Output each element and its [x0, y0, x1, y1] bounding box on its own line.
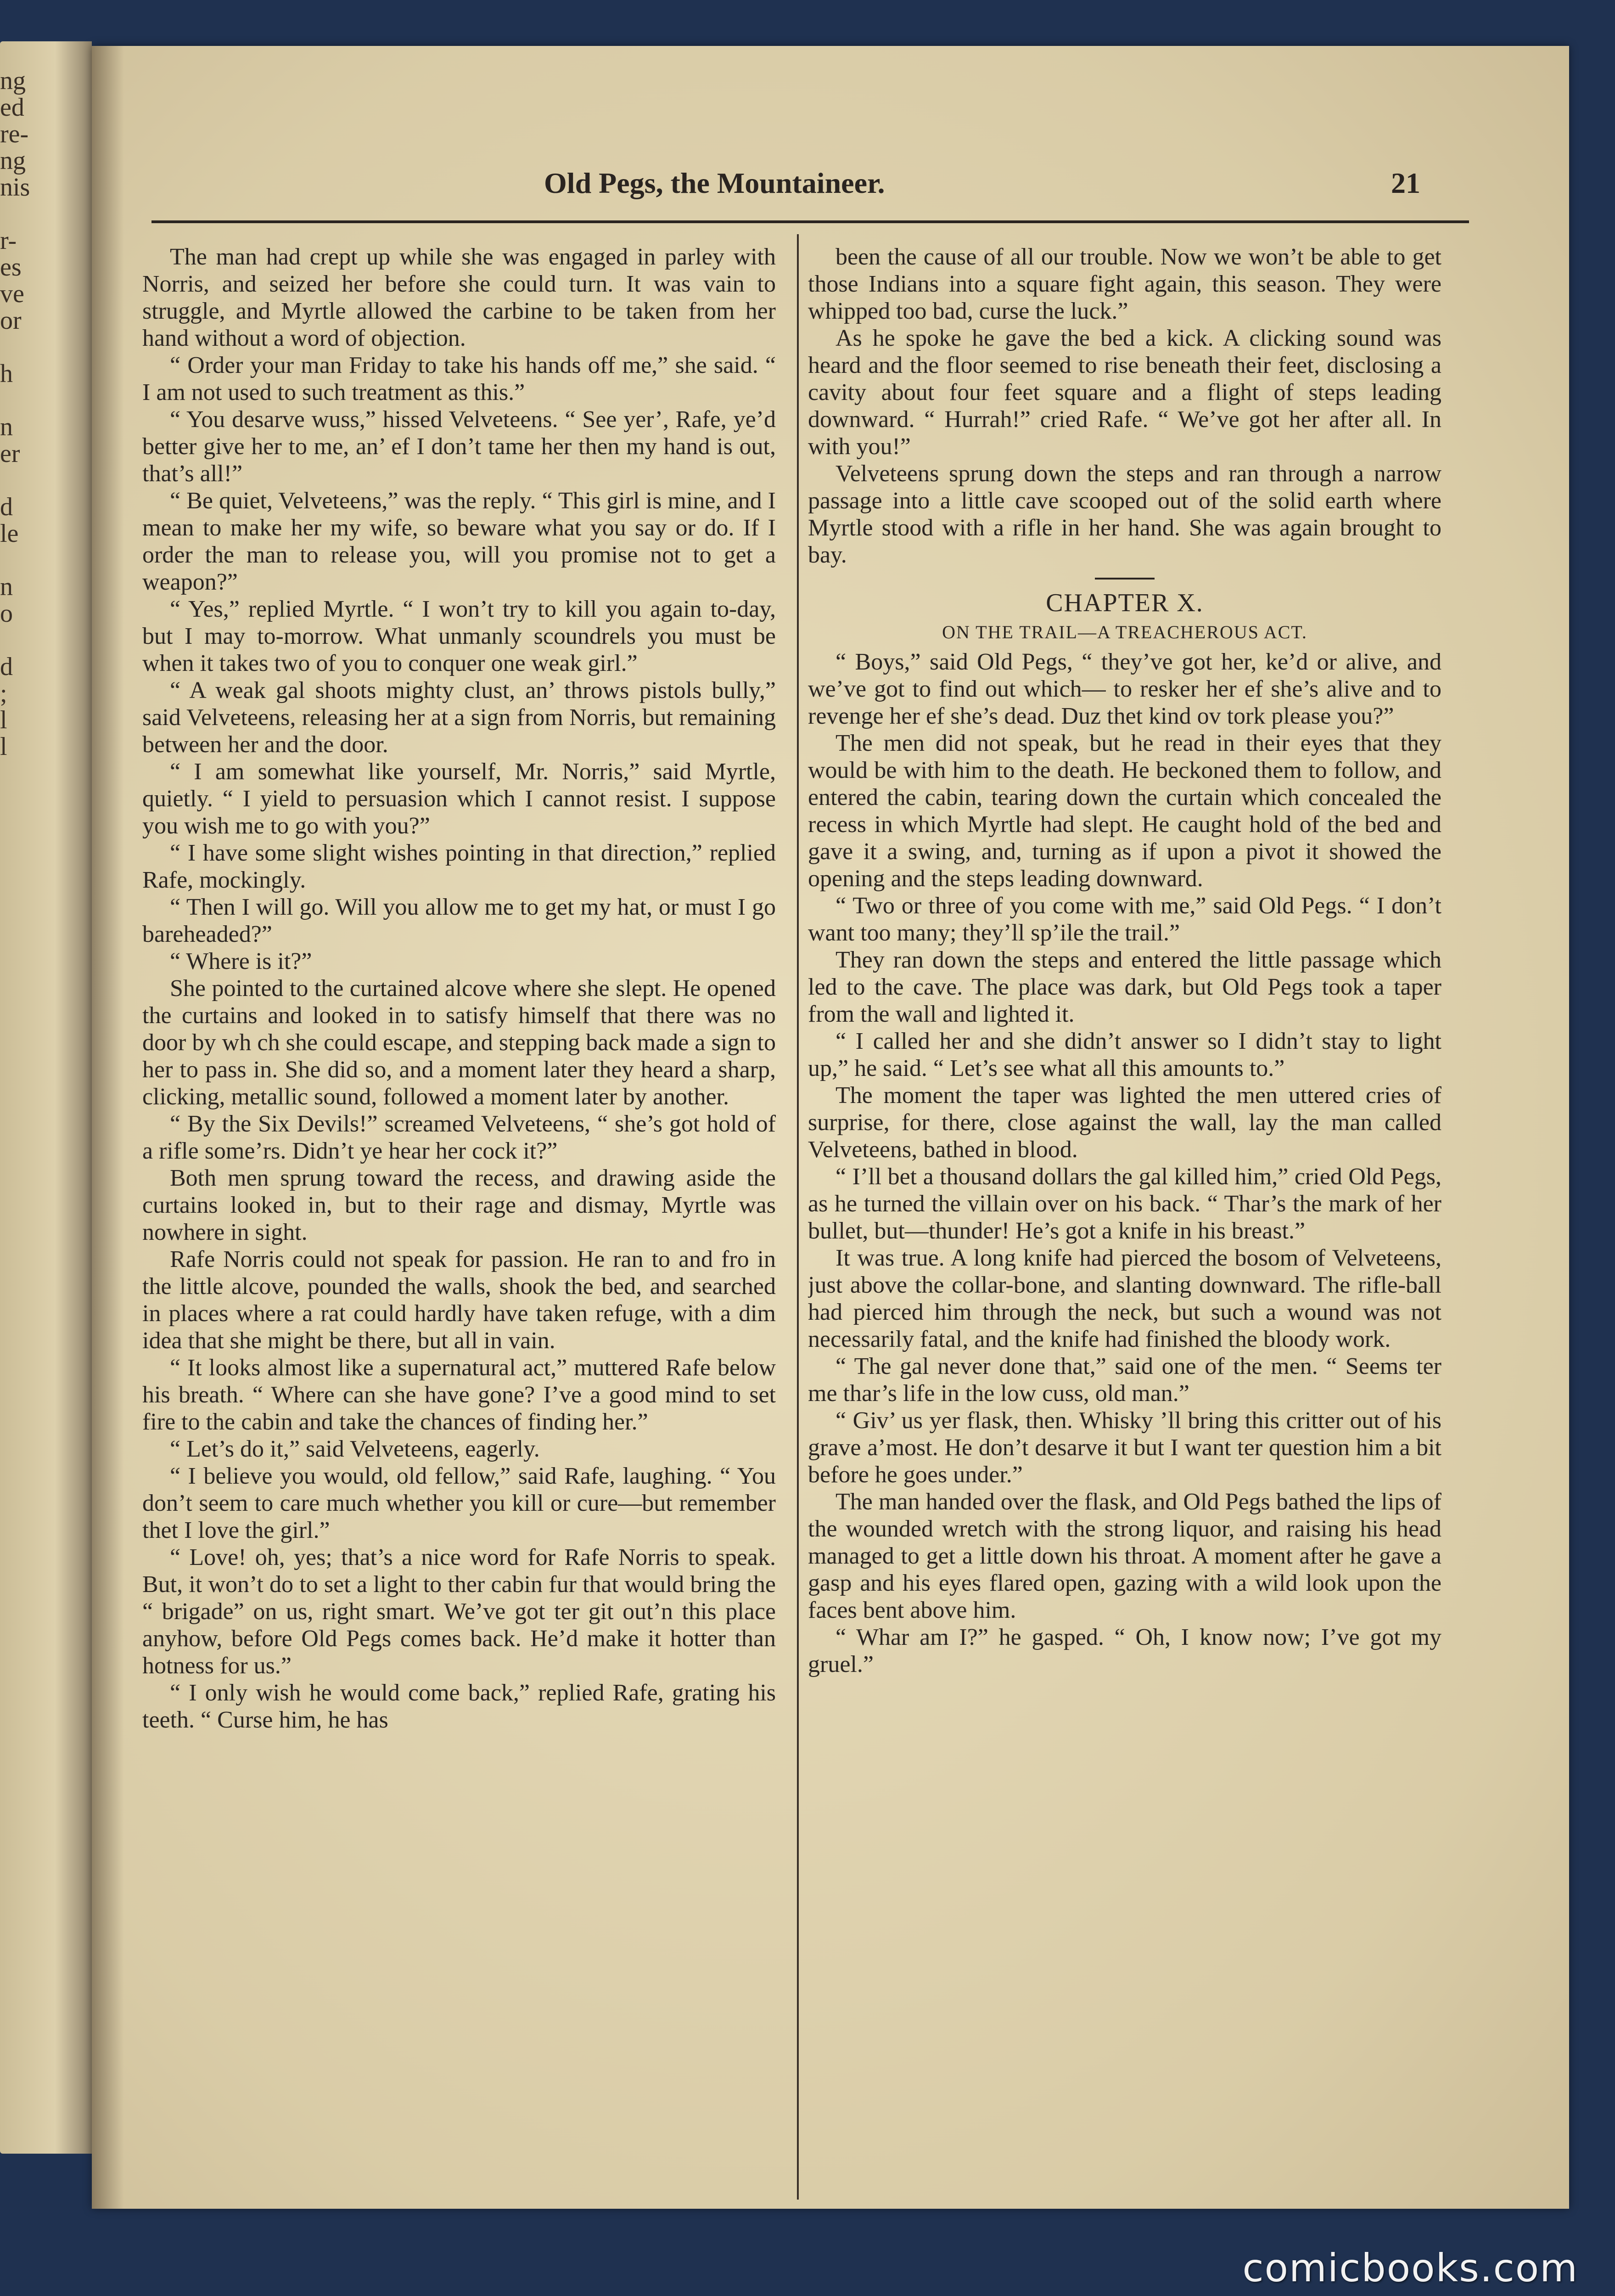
paragraph: As he spoke he gave the bed a kick. A clicking sound was heard and the floor seemed to rise beneath their feet, disclosing a cavity about four feet square and a flight of steps leading downward. “ Hurrah!” cried Rafe. “ We’ve got her after all. In with you!”	[808, 325, 1441, 460]
chapter-subtitle: ON THE TRAIL—A TREACHEROUS ACT.	[942, 622, 1307, 642]
paragraph: She pointed to the curtained alcove where she slept. He opened the curtains and looked in to satisfy himself that there was no door by wh ch she could escape, and stepping back made a sign to her to pass in. She did so, and a moment later they heard a sharp, clicking, metallic sound, followed a moment later by another.	[142, 975, 776, 1110]
facing-page-fragment: n	[0, 573, 13, 601]
facing-page-text-fragments	[0, 41, 87, 2154]
facing-page-fragment	[0, 334, 87, 361]
paragraph: The moment the taper was lighted the men uttered cries of surprise, for there, close against the wall, lay the man called Velveteens, bathed in blood.	[808, 1082, 1441, 1163]
facing-page-fragment: nis	[0, 173, 30, 202]
paragraph: “ Where is it?”	[170, 948, 312, 974]
paragraph: “ By the Six Devils!” screamed Velveteens, “ she’s got hold of a rifle some’rs. Didn’t ye hear her cock it?”	[142, 1111, 776, 1164]
facing-page-fragment: er	[0, 439, 20, 468]
paragraph: “ I only wish he would come back,” replied Rafe, grating his teeth. “ Curse him, he has	[142, 1680, 776, 1733]
facing-page-fragment: d	[0, 493, 13, 521]
section-break-rule	[1095, 578, 1155, 580]
facing-page-edge	[0, 41, 92, 2154]
paragraph: “ I called her and she didn’t answer so I didn’t stay to light up,” he said. “ Let’s see what all this amounts to.”	[808, 1028, 1441, 1081]
paragraph: “ You desarve wuss,” hissed Velveteens. “ See yer’, Rafe, ye’d better give her to me, an’ ef I don’t tame her then my hand is out, that’s all!”	[142, 406, 776, 487]
paragraph: The man had crept up while she was engaged in parley with Norris, and seized her before she could turn. It was vain to struggle, and Myrtle allowed the carbine to be taken from her hand without a word of objection.	[142, 244, 776, 351]
paragraph: “ Whar am I?” he gasped. “ Oh, I know now; I’ve got my gruel.”	[808, 1624, 1441, 1677]
paragraph: Velveteens sprung down the steps and ran through a narrow passage into a little cave scooped out of the solid earth where Myrtle stood with a rifle in her hand. She was again brought to bay.	[808, 461, 1441, 568]
facing-page-fragment: l	[0, 706, 7, 734]
paragraph: The man handed over the flask, and Old Pegs bathed the lips of the wounded wretch with the strong liquor, and raising his head managed to get a little down his throat. A moment after he gave a gasp and his eyes flared open, gazing with a wild look upon the faces bent above him.	[808, 1489, 1441, 1623]
page-gutter-shadow	[92, 46, 124, 2209]
facing-page-fragment: o	[0, 599, 13, 628]
paragraph: “ I’ll bet a thousand dollars the gal killed him,” cried Old Pegs, as he turned the villain over on his back. “ Thar’s the mark of her bullet, but—thunder! He’s got a knife in his breast.”	[808, 1164, 1441, 1244]
facing-page-fragment	[0, 467, 87, 494]
paragraph: They ran down the steps and entered the little passage which led to the cave. The place was dark, but Old Pegs took a taper from the wall and lighted it.	[808, 947, 1441, 1027]
paragraph: “ I believe you would, old fellow,” said Rafe, laughing. “ You don’t seem to care much whether you kill or cure—but remember thet I love the girl.”	[142, 1463, 776, 1543]
facing-page-fragment: r-	[0, 226, 17, 255]
facing-page-fragment	[0, 41, 87, 68]
paragraph: “ It looks almost like a supernatural act,” muttered Rafe below his breath. “ Where can she have gone? I’ve a good mind to set fire to the cabin and take the chances of finding her.”	[142, 1355, 776, 1435]
paragraph: been the cause of all our trouble. Now we won’t be able to get those Indians into a square fight again, this season. They were whipped too bad, curse the luck.”	[808, 244, 1441, 324]
facing-page-fragment: or	[0, 306, 22, 335]
facing-page-fragment: d	[0, 653, 13, 681]
paragraph: “ Be quiet, Velveteens,” was the reply. “ This girl is mine, and I mean to make her my wife, so beware what you say or do. If I order the man to release you, will you promise not to get a weapon?”	[142, 488, 776, 595]
paragraph: “ Then I will go. Will you allow me to get my hat, or must I go bareheaded?”	[142, 894, 776, 947]
paragraph: It was true. A long knife had pierced the bosom of Velveteens, just above the collar-bone, and slanting downward. The rifle-ball had pierced him through the neck, but such a wound was not necessarily fatal, and the knife had finished the bloody work.	[808, 1245, 1441, 1352]
column-divider	[797, 234, 799, 2200]
facing-page-fragment: ng	[0, 146, 26, 175]
watermark: comicbooks.com	[1242, 2245, 1578, 2290]
paragraph: “ Boys,” said Old Pegs, “ they’ve got her, ke’d or alive, and we’ve got to find out which— to resker her ef she’s alive and to revenge her ef she’s dead. Duz thet kind ov tork please you?”	[808, 649, 1441, 729]
right-column	[808, 243, 1441, 2195]
paragraph: “ Yes,” replied Myrtle. “ I won’t try to kill you again to-day, but I may to-morrow. What unmanly scoundrels you must be when it takes two of you to conquer one weak girl.”	[142, 596, 776, 676]
paragraph: Rafe Norris could not speak for passion. He ran to and fro in the little alcove, pounded the walls, shook the bed, and searched in places where a rat could hardly have taken refuge, with a dim idea that she might be there, but all in vain.	[142, 1246, 776, 1354]
facing-page-fragment: le	[0, 519, 19, 548]
left-column	[142, 243, 776, 2195]
facing-page-fragment	[0, 547, 87, 574]
paragraph: “ Love! oh, yes; that’s a nice word for Rafe Norris to speak. But, it won’t do to set a light to ther cabin fur that would bring the “ brigade” on us, right smart. We’ve got ter git out’n this place anyhow, before Old Pegs comes back. He’d make it hotter than hotness for us.”	[142, 1544, 776, 1679]
facing-page-fragment: ed	[0, 93, 24, 122]
facing-page-fragment: ;	[0, 679, 7, 708]
header-rule	[151, 220, 1469, 223]
page	[92, 46, 1569, 2209]
facing-page-fragment: h	[0, 360, 13, 388]
facing-page-fragment: ng	[0, 67, 26, 95]
paragraph: “ I have some slight wishes pointing in that direction,” replied Rafe, mockingly.	[142, 840, 776, 893]
running-title: Old Pegs, the Mountaineer.	[544, 167, 885, 199]
paragraph: “ Order your man Friday to take his hands off me,” she said. “ I am not used to such treatment as this.”	[142, 352, 776, 405]
page-number: 21	[1391, 167, 1420, 199]
paragraph: “ Two or three of you come with me,” said Old Pegs. “ I don’t want too many; they’ll sp’ile the trail.”	[808, 893, 1441, 946]
paragraph: “ Giv’ us yer flask, then. Whisky ’ll bring this critter out of his grave a’most. He don’t desarve it but I want ter question him a bit before he goes under.”	[808, 1407, 1441, 1488]
facing-page-fragment: l	[0, 732, 7, 761]
paragraph: “ I am somewhat like yourself, Mr. Norris,” said Myrtle, quietly. “ I yield to persuasion which I cannot resist. I suppose you wish me to go with you?”	[142, 759, 776, 839]
facing-page-fragment: n	[0, 413, 13, 441]
paragraph: “ A weak gal shoots mighty clust, an’ throws pistols bully,” said Velveteens, releasing her at a sign from Norris, but remaining between her and the door.	[142, 677, 776, 758]
facing-page-fragment: ve	[0, 280, 24, 308]
facing-page-fragment	[0, 627, 87, 654]
facing-page-fragment	[0, 201, 87, 228]
paragraph: “ The gal never done that,” said one of the men. “ Seems ter me thar’s life in the low cuss, old man.”	[808, 1353, 1441, 1407]
facing-page-fragment: re-	[0, 120, 29, 148]
chapter-heading: CHAPTER X.	[1046, 589, 1204, 617]
facing-page-fragment	[0, 388, 87, 414]
paragraph: Both men sprung toward the recess, and drawing aside the curtains looked in, but to their rage and dismay, Myrtle was nowhere in sight.	[142, 1165, 776, 1245]
facing-page-fragment: es	[0, 253, 22, 281]
paragraph: “ Let’s do it,” said Velveteens, eagerly.	[170, 1436, 540, 1462]
paragraph: The men did not speak, but he read in their eyes that they would be with him to the death. He beckoned them to follow, and entered the cabin, tearing down the curtain which concealed the recess in which Myrtle had slept. He caught hold of the bed and gave it a swing, and, turning as if upon a pivot it showed the opening and the steps leading downward.	[808, 730, 1441, 892]
